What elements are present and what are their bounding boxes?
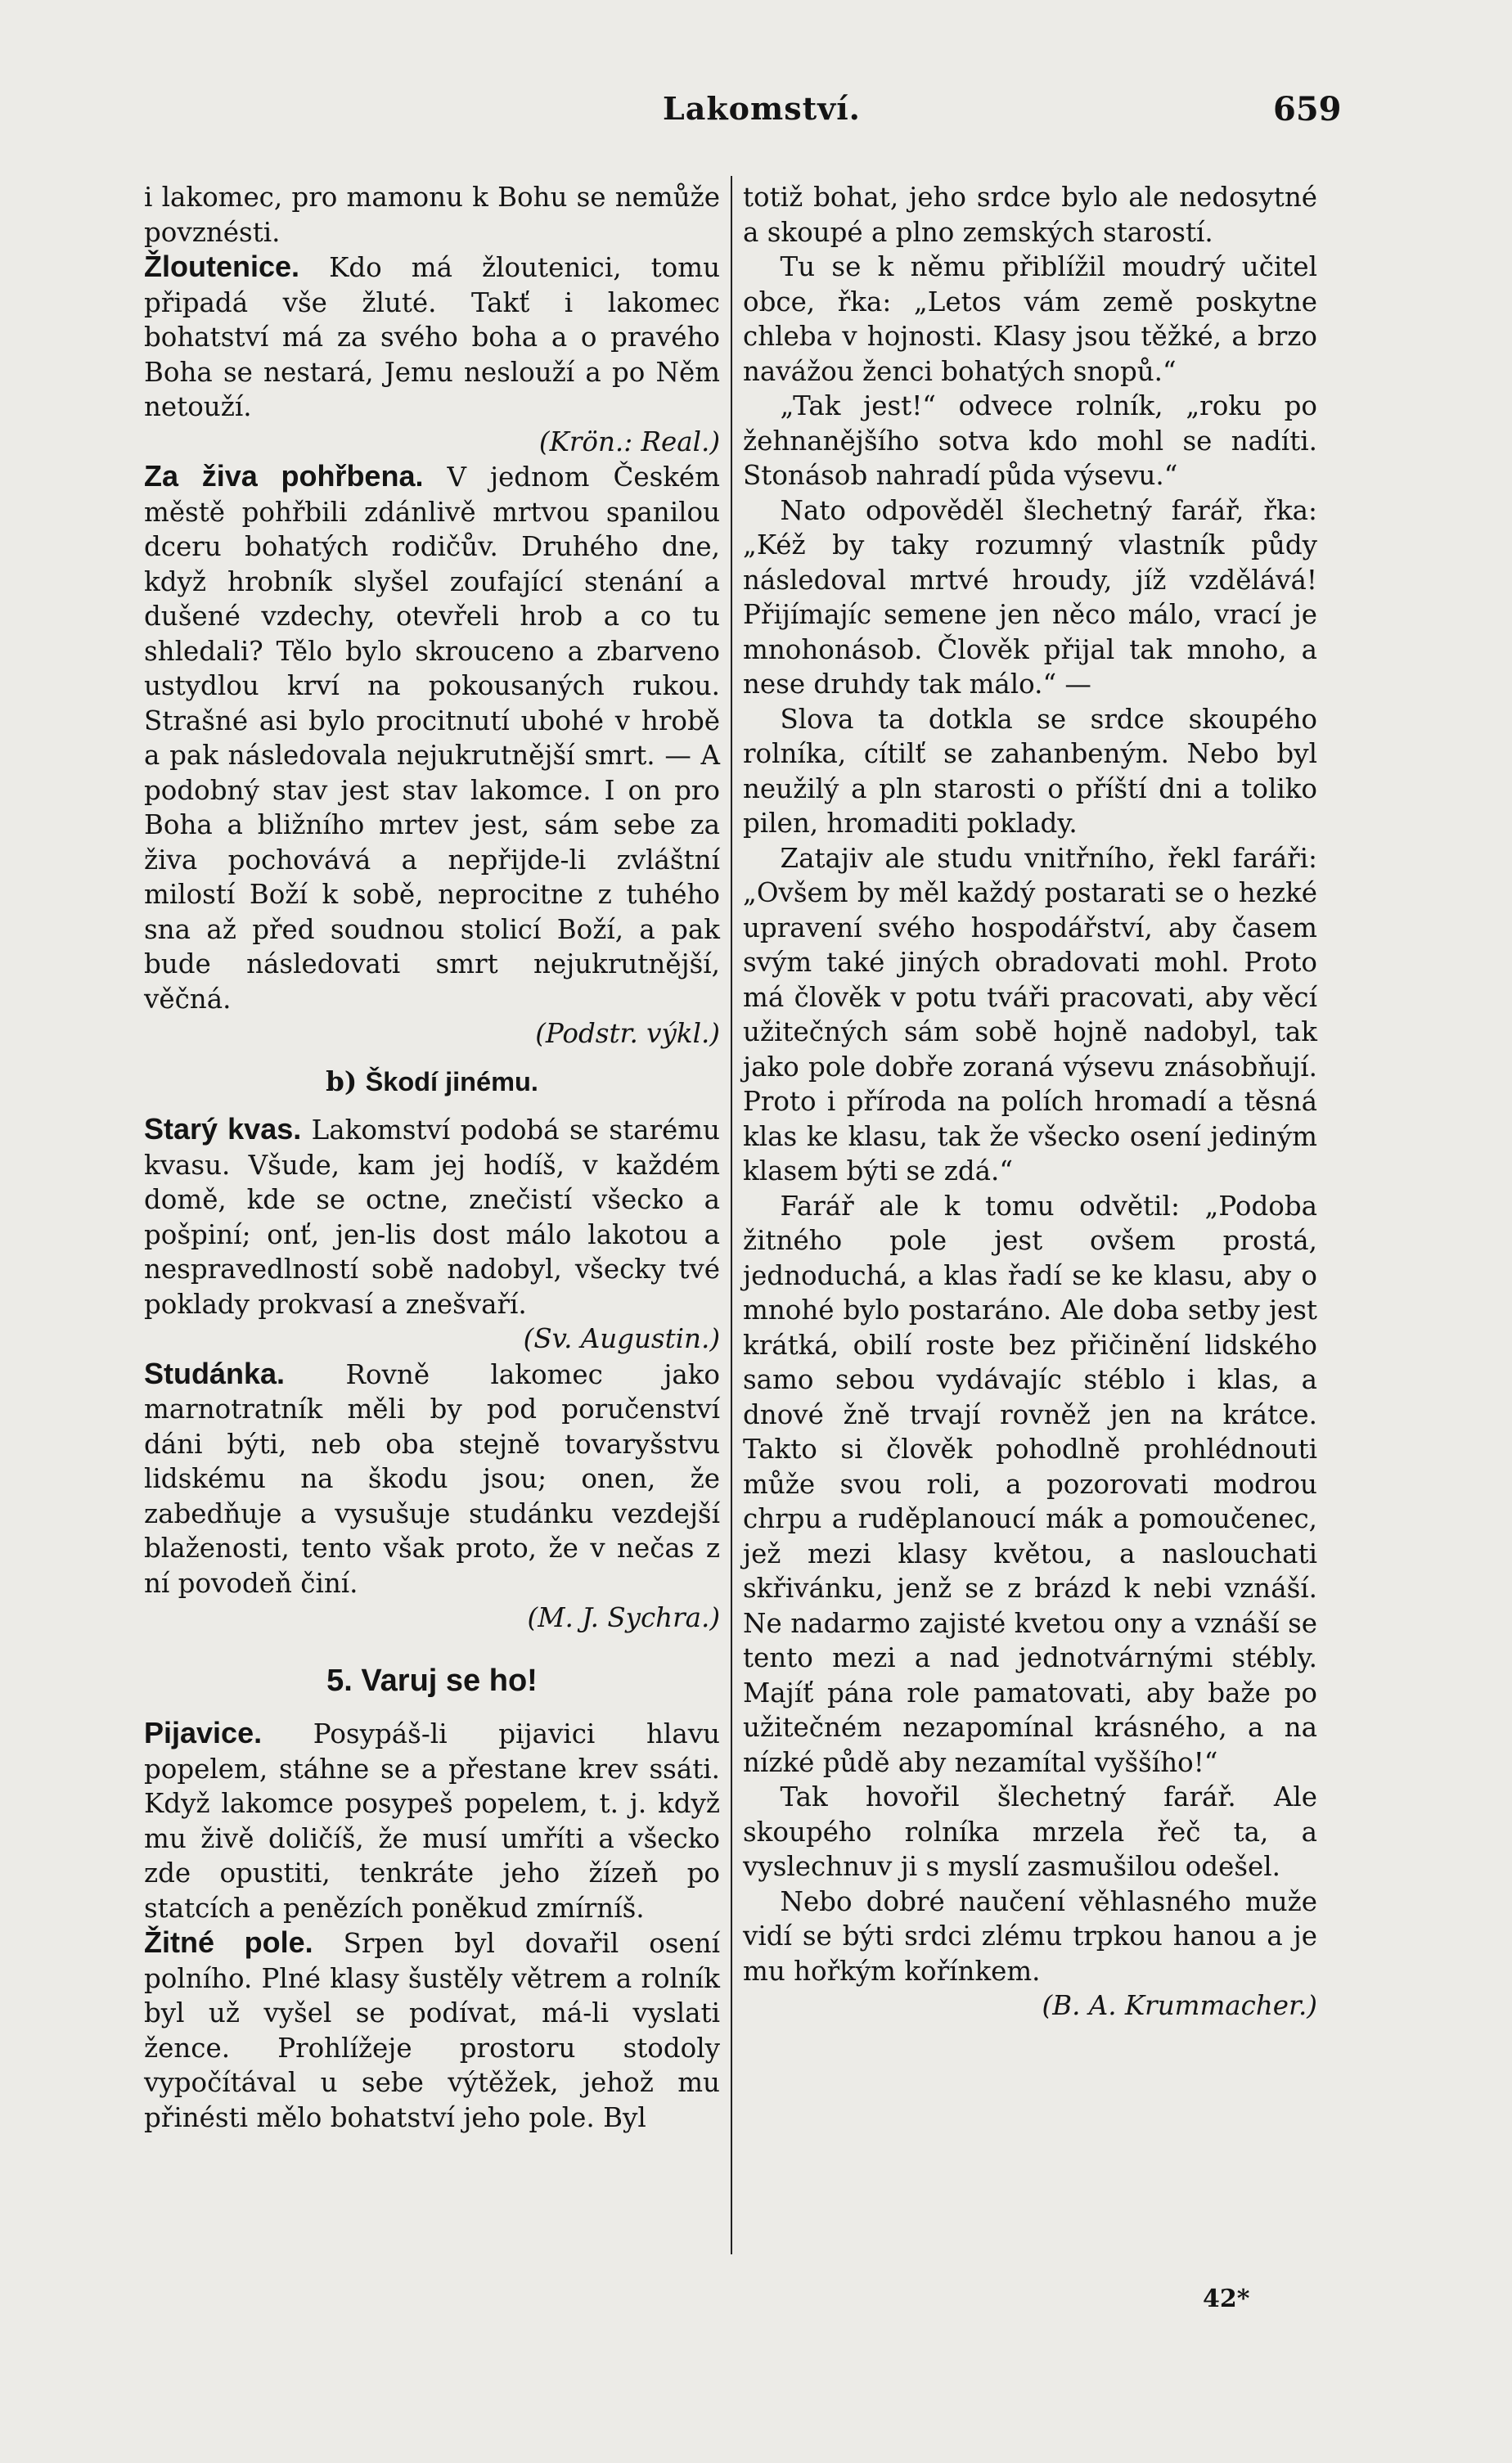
paragraph-continuation: totiž bohat, jeho srdce bylo ale nedosytné a skoupé a plno zemských starostí. (743, 182, 1317, 248)
paragraph: „Tak jest!“ odvece rolník, „roku po žehnanějšího sotva kdo mohl se nadíti. Stonásob nahradí půda výsevu.“ (743, 390, 1317, 491)
subheading (144, 1065, 720, 1100)
entry-source: (Podstr. výkl.) (535, 1018, 720, 1049)
entry-pijavice (144, 1716, 720, 1925)
running-title: Lakomství. (663, 90, 861, 127)
right-column (743, 180, 1317, 2024)
entry-text: Srpen byl dovařil osení polního. Plné klasy šustěly větrem a rolník byl už vyšel se podívat, má-li vyslati žence. Prohlížeje prostoru stodoly vypočítával u sebe výtěžek, jehož mu přinésti mělo bohatství jeho pole. Byl (144, 1928, 721, 2133)
subheading-mark: b) (326, 1065, 358, 1097)
page-header (0, 82, 1512, 139)
left-column (144, 180, 720, 2135)
paragraph: Farář ale k tomu odvětil: „Podoba žitného pole jest ovšem prostá, jednoduchá, a klas řadí se ke klasu, aby o mnohé bylo postaráno. Ale doba setby jest krátká, obilí roste bez přičinění lidského samo sebou vydávajíc stéblo i klas, a dnové žně trvají rovněž jen na krátce. Takto si člověk pohodlně prohlédnouti může svou roli, a pozorovati modrou chrpu a ruděplanoucí mák a pomoučenec, jež mezi klasy květou, a naslouchati skřivánku, jenž se z brázd k nebi vznáší. Ne nadarmo zajisté kvetou ony a vznáší se tento mezi a nad jednotvárnými stébly. Majíť pána role pamatovati, aby baže po užitečném nezapomínal krásného, a na nízké půdě aby nezamítal vyššího!“ (743, 1190, 1317, 1778)
entry-keyword: Studánka. (144, 1356, 286, 1390)
entry-text: Kdo má žloutenici, tomu připadá vše žluté. Takť i lakomec bohatství má za svého boha a o pravého Boha se nestará, Jemu neslouží a po Něm netouží. (144, 252, 720, 422)
entry-studanka (144, 1357, 720, 1636)
paragraph: Slova ta dotkla se srdce skoupého rolníka, cítilť se zahanbeným. Nebo byl neužilý a pln starosti o příští dni a toliko pilen, hromaditi poklady. (743, 703, 1317, 839)
signature-mark: 42* (1203, 2285, 1250, 2313)
entry-text: Lakomství podobá se starému kvasu. Všude, kam jej hodíš, v každém domě, kde se octne, znečistí všecko a pošpiní; onť, jen-lis dost málo lakotou a nespravedlností sobě nadobyl, všecky tvé poklady prokvasí a znešvaří. (144, 1114, 720, 1320)
entry-text: Posypáš-li pijavici hlavu popelem, stáhne se a přestane krev ssáti. Když lakomce posypeš popelem, t. j. když mu živě doličíš, že musí umříti a všecko zde opustiti, tenkráte jeho žízeň po statcích a penězích poněkud zmírníš. (144, 1718, 720, 1924)
entry-zloutenice (144, 250, 720, 459)
entry-keyword: Žitné pole. (144, 1925, 313, 1959)
paragraph: Tu se k němu přiblížil moudrý učitel obce, řka: „Letos vám země poskytne chleba v hojnosti. Klasy jsou těžké, a brzo navážou ženci bohatých snopů.“ (743, 251, 1317, 387)
entry-za-ziva (144, 459, 720, 1051)
entry-stary-kvas (144, 1112, 720, 1357)
entry-keyword: Za živa pohřbena. (144, 459, 424, 493)
entry-source: (Sv. Augustin.) (523, 1323, 720, 1354)
paragraph-continuation: i lakomec, pro mamonu k Bohu se nemůže povznésti. (144, 182, 720, 248)
section-heading: 5. Varuj se ho! (326, 1663, 538, 1698)
entry-source: (B. A. Krummacher.) (1042, 1990, 1317, 2021)
entry-text: V jednom Českém městě pohřbili zdánlivě mrtvou spanilou dceru bohatých rodičův. Druhého dne, když hrobník slyšel zoufající stenání a dušené vzdechy, otevřeli hrob a co tu shledali? Tělo bylo skrouceno a zbarveno ustydlou krví na pokousaných rukou. Strašné asi bylo procitnutí ubohé v hrobě a pak následovala nejukrutnější smrt. — A podobný stav jest stav lakomce. I on pro Boha a bližního mrtev jest, sám sebe za živa pochovává a nepřijde-li zvláštní milostí Boží k sobě, neprocitne z tuhého sna až před soudnou stolicí Boží, a pak bude následovati smrt nejukrutnější, věčná. (144, 462, 720, 1015)
entry-keyword: Žloutenice. (144, 250, 300, 283)
entry-zitne-pole (144, 1925, 720, 2135)
subheading-label: Škodí jinému. (365, 1066, 538, 1096)
entry-text: Rovně lakomec jako marnotratník měli by pod poručenství dáni býti, neb oba stejně tovaryšstvu lidskému na škodu jsou; onen, že zabedňuje a vysušuje studánku vezdejší blaženosti, tento však proto, že v nečas z ní povodeň činí. (144, 1358, 720, 1599)
entry-source: (Krön.: Real.) (538, 426, 720, 457)
paragraph: Tak hovořil šlechetný farář. Ale skoupého rolníka mrzela řeč ta, a vyslechnuv ji s myslí zasmušilou odešel. (743, 1781, 1317, 1882)
entry-keyword: Starý kvas. (144, 1112, 302, 1146)
entry-source: (M. J. Sychra.) (527, 1602, 720, 1633)
entry-keyword: Pijavice. (144, 1716, 263, 1749)
paragraph: Zatajiv ale studu vnitřního, řekl faráři: „Ovšem by měl každý postarati se o hezké upravení svého hospodářství, aby časem svým také jiných obradovati mohl. Proto má člověk v potu tváři pracovati, aby věcí užitečných sám sobě hojně nadobyl, tak jako pole dobře zoraná výsevu znásobňují. Proto i příroda na polích hromadí a těsná klas ke klasu, tak že všecko osení jediným klasem býti se zdá.“ (743, 842, 1317, 1186)
paragraph: Nato odpověděl šlechetný farář, řka: „Kéž by taky rozumný vlastník půdy následoval mrtvé hroudy, jíž vzdělává! Přijímajíc semene jen něco málo, vrací je mnohonásob. Člověk přijal tak mnoho, a nese druhdy tak málo.“ — (743, 494, 1317, 700)
paragraph: Nebo dobré naučení věhlasného muže vidí se býti srdci zlému trpkou hanou a je mu hořkým kořínkem. (743, 1885, 1317, 1987)
column-divider (731, 176, 732, 2254)
source-attribution (743, 1988, 1317, 2024)
page-number: 659 (1273, 90, 1342, 128)
